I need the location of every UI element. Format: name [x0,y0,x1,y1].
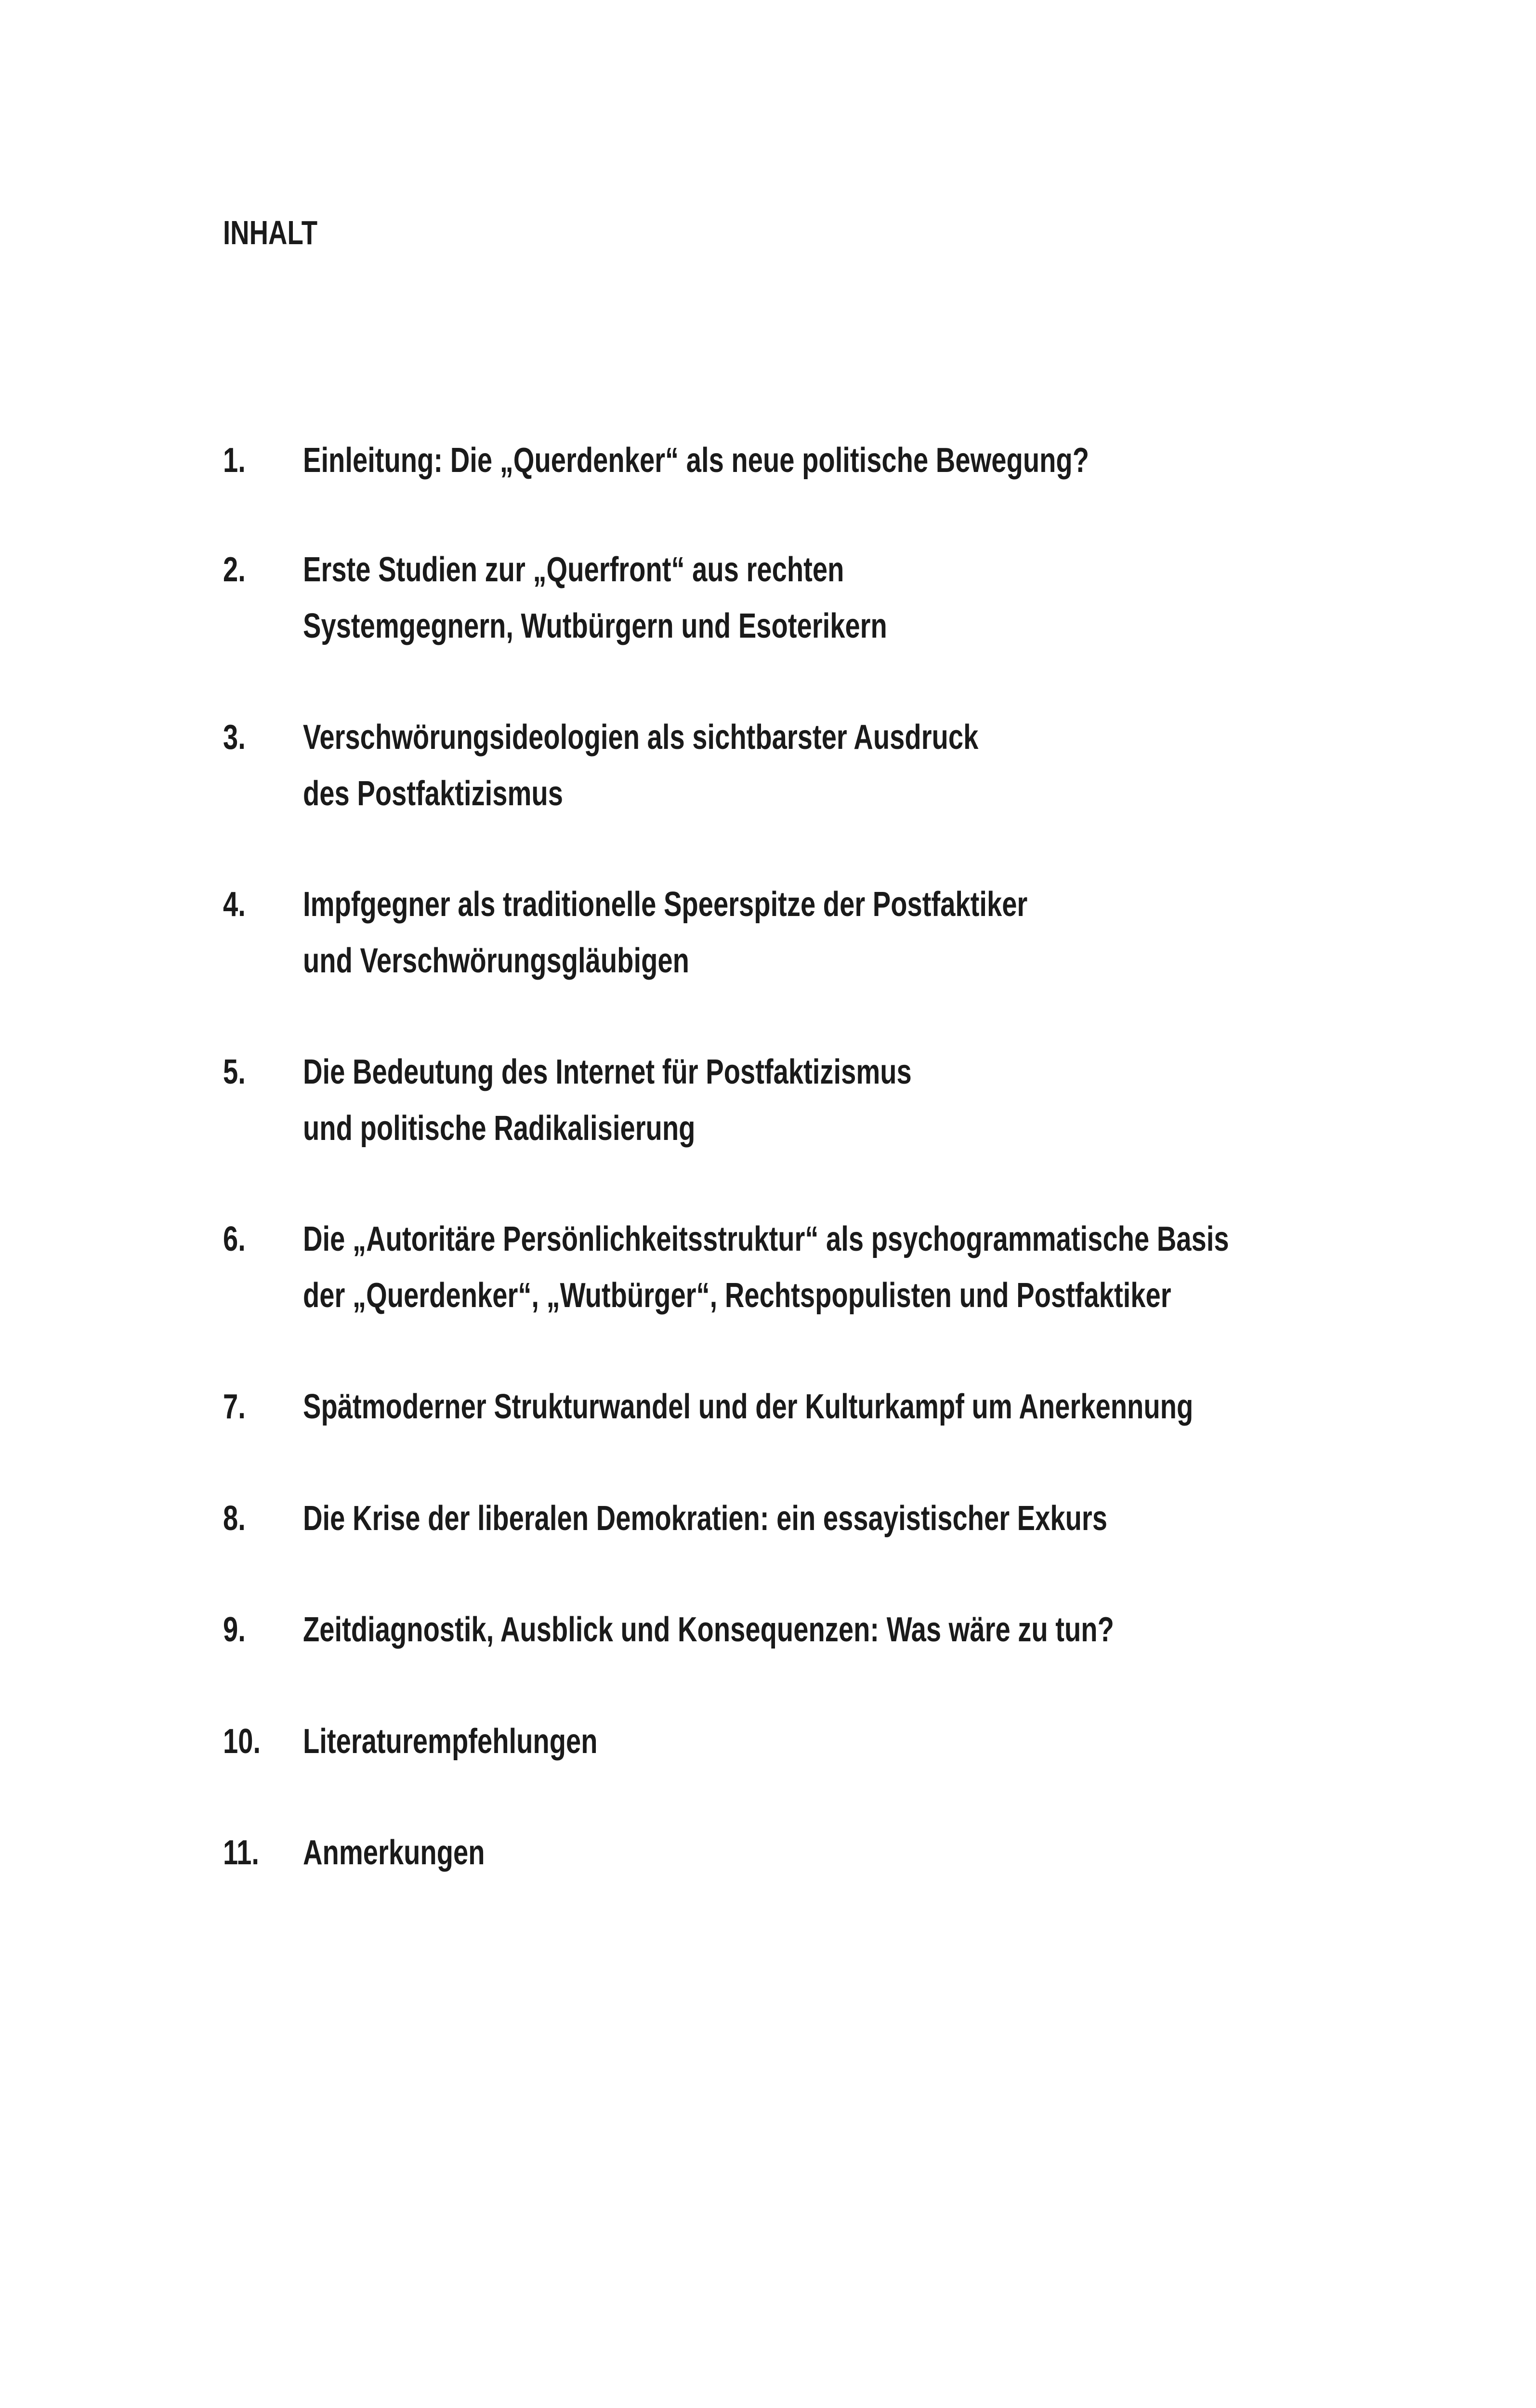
toc-entry-number: 1. [223,441,246,480]
toc-entry-line: Anmerkungen [303,1833,485,1872]
contents-heading: INHALT [223,214,318,251]
toc-entry-number: 10. [223,1722,261,1761]
toc-entry-number: 3. [223,718,246,757]
toc-entry-title [303,1379,1430,1435]
toc-entry-line: Verschwörungsideologien als sichtbarster Ausdruck [303,718,979,757]
toc-entry-title [303,877,1430,989]
toc-entry-number: 2. [223,550,246,589]
toc-entry-title [303,1825,1430,1881]
toc-entry-line: und Verschwörungsgläubigen [303,942,689,980]
toc-entry-title [303,1602,1430,1658]
toc-entry-line: Systemgegnern, Wutbürgern und Esoterikern [303,607,887,645]
toc-entry-title [303,432,1430,489]
toc-entry-number: 8. [223,1499,246,1538]
toc-entry-number: 9. [223,1610,246,1649]
toc-entry-line: Erste Studien zur „Querfront“ aus rechten [303,550,844,589]
toc-entry-number: 6. [223,1220,246,1258]
toc-entry-number: 11. [223,1833,259,1872]
toc-entry-line: Die „Autoritäre Persönlichkeitsstruktur“ als psychogrammatische Basis [303,1220,1229,1258]
toc-entry-title [303,1044,1430,1157]
toc-entry-line: Impfgegner als traditionelle Speerspitze der Postfaktiker [303,885,1028,924]
toc-entry-title [303,1211,1430,1324]
toc-entry-line: des Postfaktizismus [303,774,563,813]
toc-entry-title [303,709,1430,822]
toc-entry-line: Spätmoderner Strukturwandel und der Kulturkampf um Anerkennung [303,1387,1194,1426]
toc-entry-number: 5. [223,1053,246,1091]
toc-entry-line: Die Krise der liberalen Demokratien: ein essayistischer Exkurs [303,1499,1107,1538]
toc-entry-title [303,1491,1430,1547]
toc-entry-title [303,1714,1430,1770]
toc-entry-title [303,542,1430,654]
toc-entry-number: 4. [223,885,246,924]
toc-entry-line: Einleitung: Die „Querdenker“ als neue politische Bewegung? [303,441,1090,480]
toc-entry-line: Die Bedeutung des Internet für Postfaktizismus [303,1053,912,1091]
toc-entry-line: der „Querdenker“, „Wutbürger“, Rechtspopulisten und Postfaktiker [303,1276,1171,1315]
toc-entry-number: 7. [223,1387,246,1426]
toc-entry-line: und politische Radikalisierung [303,1109,696,1148]
toc-entry-line: Literaturempfehlungen [303,1722,598,1761]
toc-entry-line: Zeitdiagnostik, Ausblick und Konsequenzen: Was wäre zu tun? [303,1610,1114,1649]
